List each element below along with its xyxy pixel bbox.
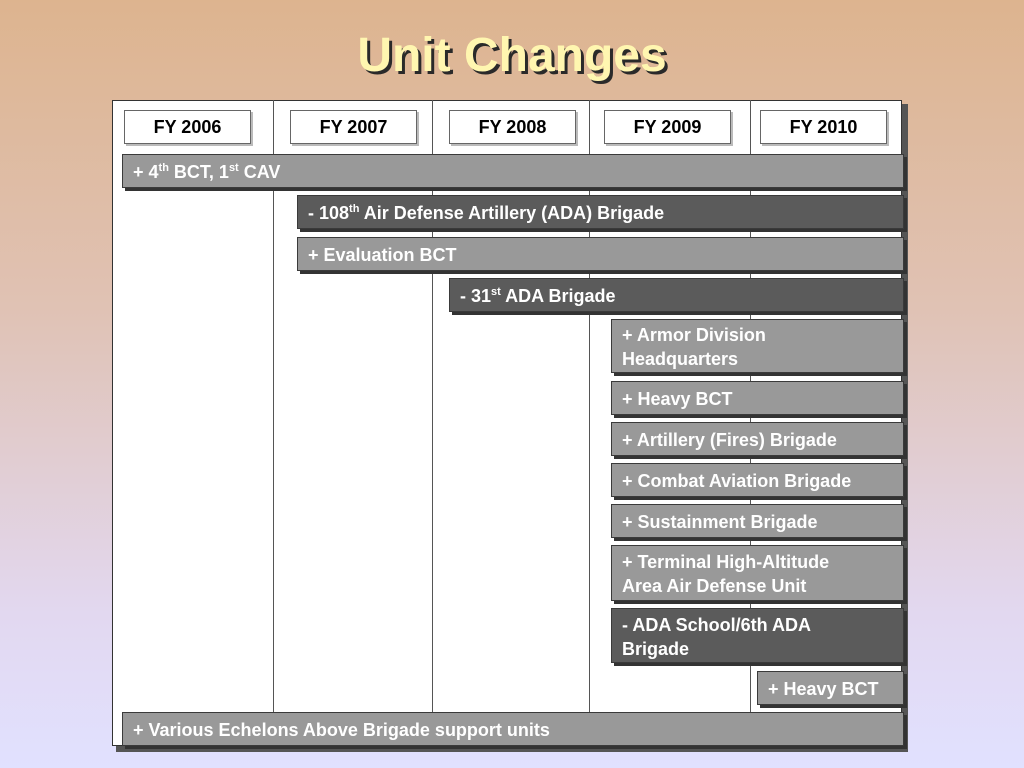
- year-label-2006: FY 2006: [124, 110, 251, 144]
- unit-change-label: - ADA School/6th ADA Brigade: [622, 614, 811, 659]
- unit-change-bar: [611, 608, 904, 663]
- unit-change-bar: [611, 319, 904, 373]
- unit-change-label: - 31st ADA Brigade: [460, 286, 616, 306]
- year-divider: [273, 100, 274, 746]
- unit-change-label: + Armor Division Headquarters: [622, 325, 766, 369]
- unit-change-bar: [297, 195, 904, 229]
- year-label-2007: FY 2007: [290, 110, 417, 144]
- unit-change-label: + 4th BCT, 1st CAV: [133, 162, 281, 182]
- year-label-2008: FY 2008: [449, 110, 576, 144]
- unit-change-label: + Artillery (Fires) Brigade: [622, 430, 837, 450]
- unit-change-bar: [611, 422, 904, 456]
- unit-change-label: + Terminal High-Altitude Area Air Defense Unit: [622, 552, 830, 596]
- unit-change-label: + Heavy BCT: [768, 679, 879, 699]
- unit-change-bar: [757, 671, 904, 705]
- unit-change-bar: [611, 381, 904, 415]
- unit-change-bar: [122, 154, 904, 188]
- unit-change-bar: [611, 545, 904, 601]
- unit-change-bar: [449, 278, 904, 312]
- year-label-2010: FY 2010: [760, 110, 887, 144]
- unit-change-bar: [611, 463, 904, 497]
- year-label-2009: FY 2009: [604, 110, 731, 144]
- unit-change-label: + Combat Aviation Brigade: [622, 471, 852, 491]
- unit-change-bar: [611, 504, 904, 538]
- unit-change-label: + Evaluation BCT: [308, 245, 457, 265]
- unit-change-label: + Sustainment Brigade: [622, 512, 818, 532]
- unit-change-bar: [122, 712, 904, 746]
- unit-change-label: + Heavy BCT: [622, 389, 733, 409]
- unit-change-bar: [297, 237, 904, 271]
- unit-change-label: + Various Echelons Above Brigade support units: [133, 720, 550, 740]
- unit-change-label: - 108th Air Defense Artillery (ADA) Brigade: [308, 203, 665, 223]
- page-title: Unit Changes: [357, 29, 667, 82]
